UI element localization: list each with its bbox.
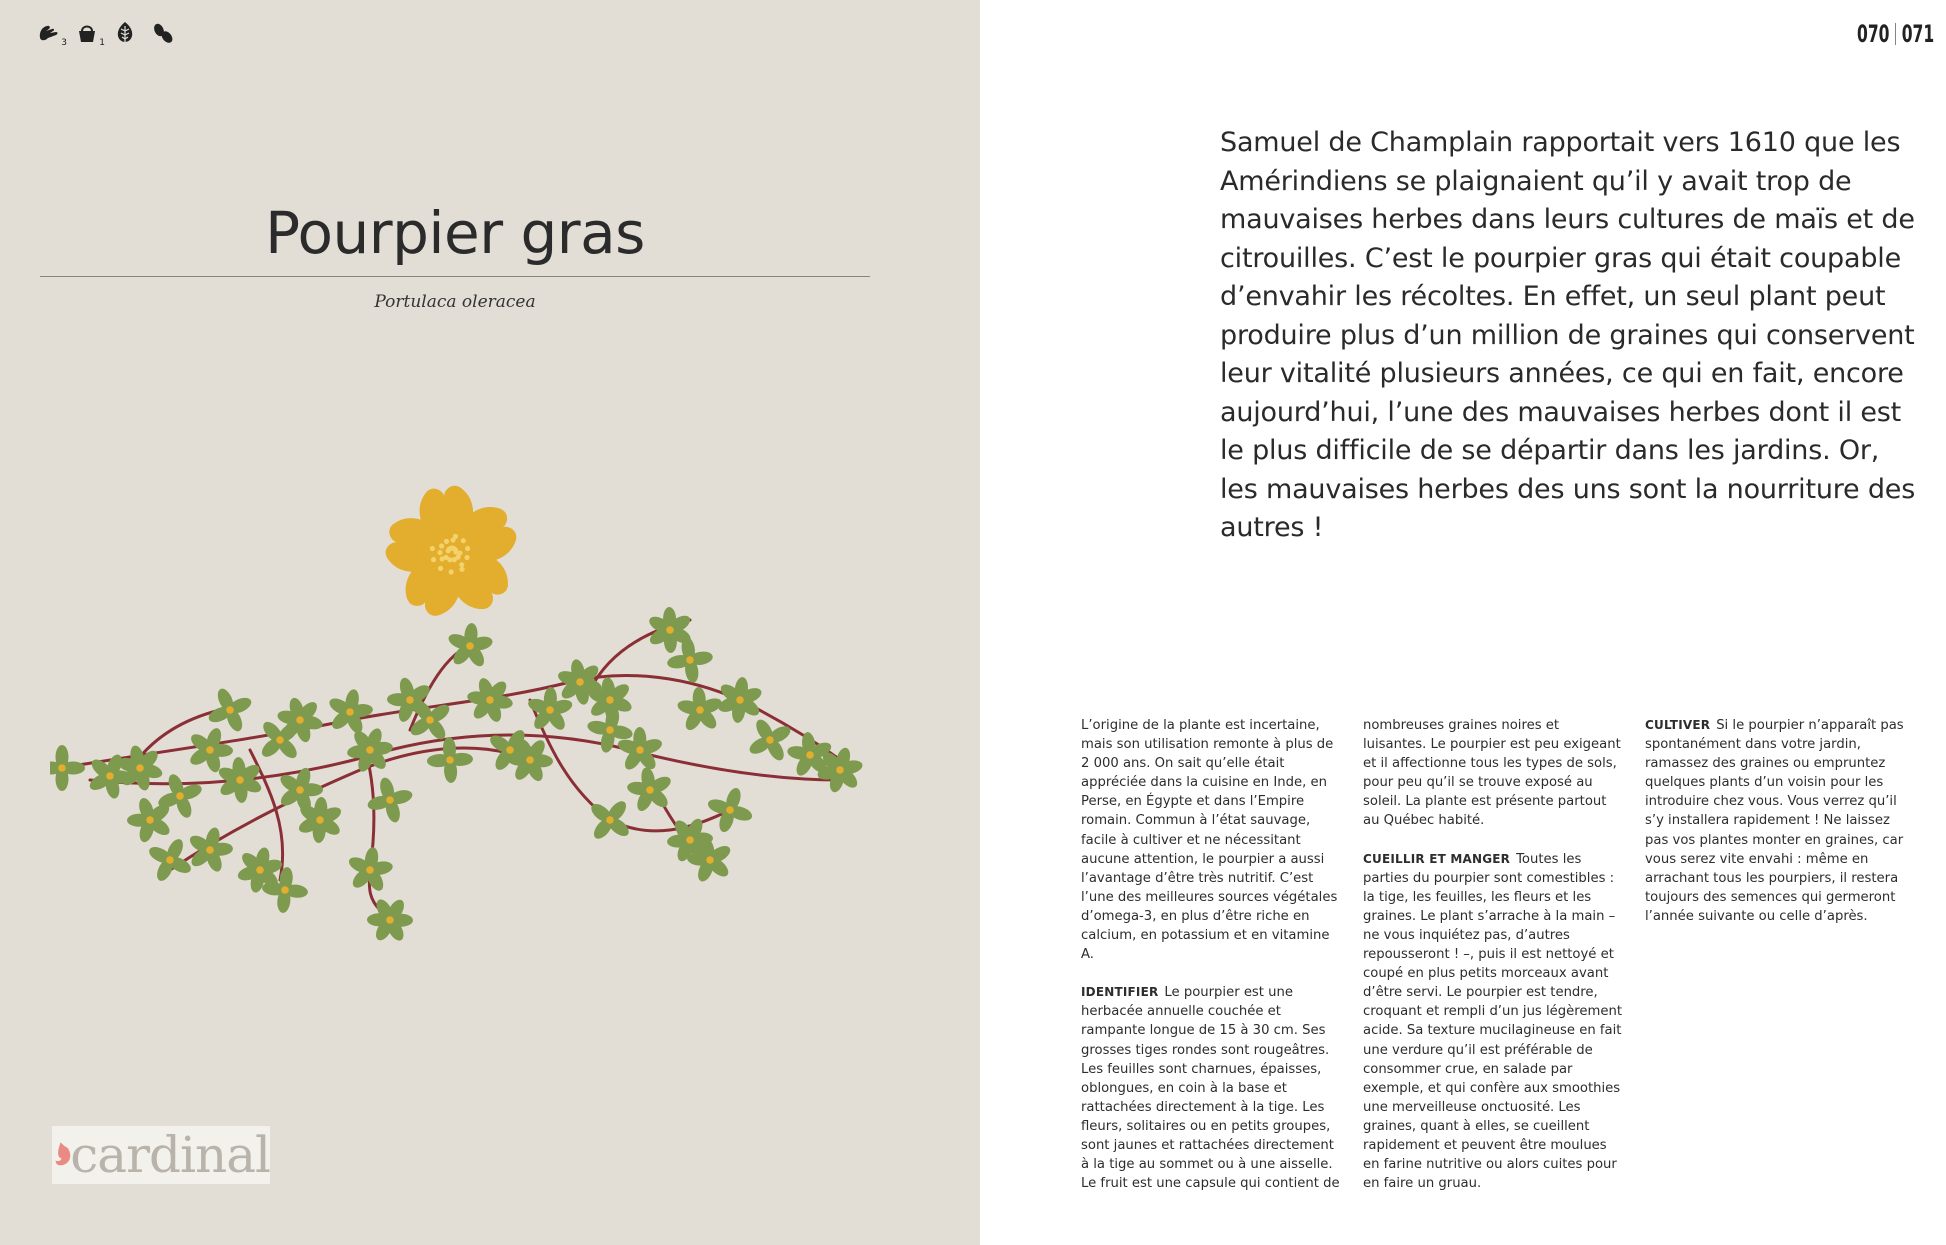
publisher-logo [52,1126,270,1184]
seeds-icon [150,20,176,46]
intro-paragraph: Samuel de Champlain rapportait vers 1610 que les Amérindiens se plaignaient qu’il y avait trop de mauvaises herbes dans leurs cultures de maïs et de citrouilles. C’est le pourpier gras qui était coupable d’envahir les récoltes. En effet, un seul plant peut produire plus d’un million de graines qui conservent leur vitalité plusieurs années, ce qui en fait, encore aujourd’hui, l’une des mauvaises herbes dont il est le plus difficile de se départir dans les jardins. Or, les mauvaises herbes des uns sont la nourriture des autres ! [1220,127,1916,543]
text-column-1 [1081,716,1343,1193]
purslane-leaves [50,607,864,943]
page-number-right: 071 [1901,20,1934,48]
purslane-flower [383,484,522,623]
text-column-3 [1645,716,1907,926]
text-column-2 [1363,716,1625,1193]
page-numbers [1857,20,1934,48]
origin-paragraph: L’origine de la plante est incertaine, mais son utilisation remonte à plus de 2 000 ans. On sait qu’elle était appréciée dans la cuisine en Inde, en Perse, en Égypte et dans l’Empire romain. Commun à l’état sauvage, facile à cultiver et ne nécessitant aucune attention, le pourpier a aussi l’avantage d’être très nutritif. C’est l’une des meilleures sources végétales d’omega-3, en plus d’être riche en calcium, en potassium et en vitamine A. [1081,718,1338,963]
harvest-text: Toutes les parties du pourpier sont comestibles : la tige, les feuilles, les fleurs et les graines. Le plant s’arrache à la main – ne vous inquiétez pas, d’autres repousseront ! –, puis il est nettoyé et coupé en plus petits morceaux avant d’être servi. Le pourpier est tendre, croquant et rempli d’un jus légèrement acide. Sa texture mucilagineuse en fait une verdure qu’il est préférable de consommer crue, en salade par exemple, et qui confère aux smoothies une merveilleuse onctuosité. Les graines, quant à elles, se cueillent rapidement et peuvent être moulues en farine nutritive ou alors cuites pour en faire un gruau. [1363,851,1622,1192]
identify-text: Le pourpier est une herbacée annuelle couchée et rampante longue de 15 à 30 cm. Ses grosses tiges rondes sont rougeâtres. Les feuilles sont charnues, épaisses, oblongues, en coin à la base et rattachées directement à la tige. Les fleurs, solitaires ou en petits groupes, sont jaunes et rattachées directement à la tige au sommet ou à une aisselle. Le fruit est une capsule qui contient de [1081,985,1340,1192]
difficulty-icons [36,20,176,46]
scientific-name: Portulaca oleracea [374,292,536,312]
page-number-separator [1895,23,1896,45]
hand-icon: 3 [36,20,62,46]
basket-icon: 1 [74,20,100,46]
right-page [980,0,1946,1245]
purslane-illustration [50,450,870,970]
publisher-name: cardinal [70,1126,270,1184]
identify-continued: nombreuses graines noires et luisantes. Le pourpier est peu exigeant et il affectionne tous les types de sols, pour peu qu’il se trouve exposé au soleil. La plante est présente partout au Québec habité. [1363,718,1621,829]
identify-heading: IDENTIFIER [1081,985,1159,1000]
cultivate-heading: CULTIVER [1645,718,1711,732]
title-block [40,198,870,268]
cultivate-section [1645,716,1907,926]
plant-title: Pourpier gras [265,199,645,267]
harvest-heading: CUEILLIR ET MANGER [1363,851,1511,866]
identify-section [1081,983,1343,1193]
cultivate-text: Si le pourpier n’apparaît pas spontanément dans votre jardin, ramassez des graines ou empruntez quelques plants d’un voisin pour les introduire chez vous. Vous verrez qu’il s’y installera rapidement ! Ne laissez pas vos plantes monter en graines, car vous serez vite envahi : même en arrachant tous les pourpiers, il restera toujours des semences qui germeront l’année suivante ou celle d’après. [1645,718,1904,924]
leaf-icon [112,20,138,46]
page-number-left: 070 [1856,20,1890,48]
harvest-section [1363,850,1625,1194]
title-divider [40,276,870,277]
